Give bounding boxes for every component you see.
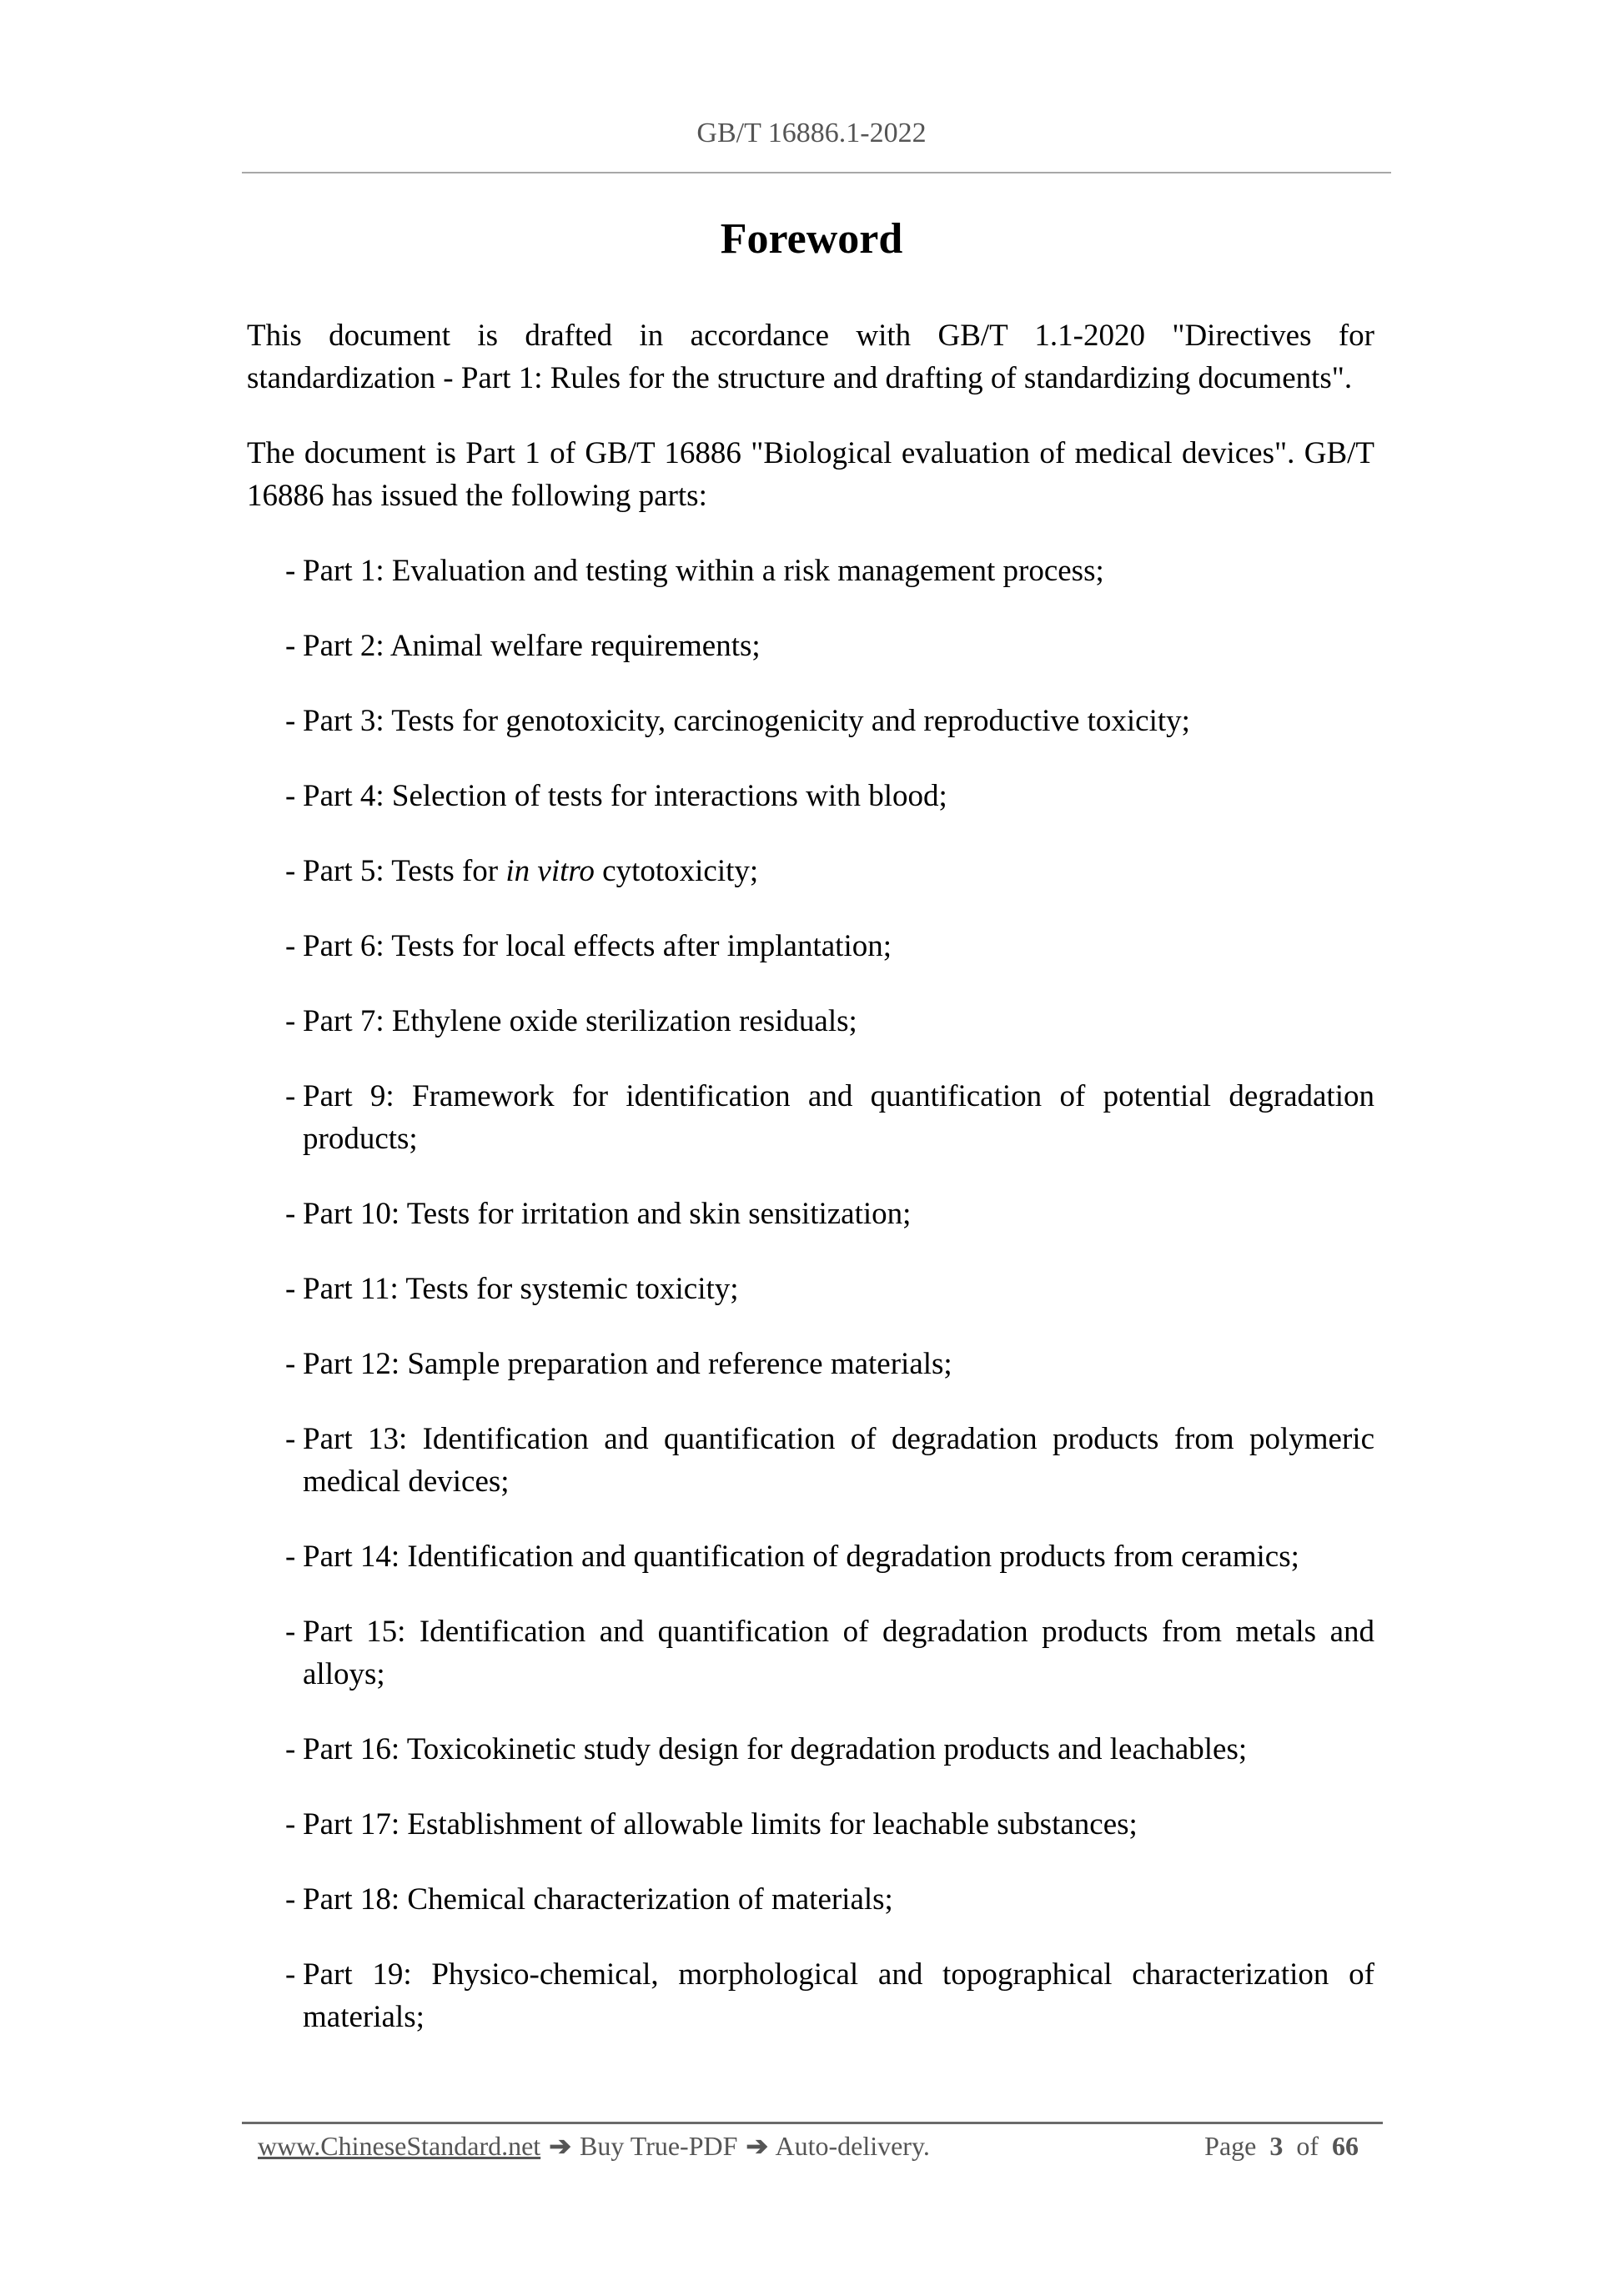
list-item-part-16 bbox=[247, 1728, 1374, 1771]
arrow-right-icon: ➔ bbox=[746, 2131, 769, 2161]
list-item-text: Part 12: Sample preparation and reference materials; bbox=[303, 1347, 952, 1381]
intro-paragraph-drafting: This document is drafted in accordance with GB/T 1.1-2020 "Directives for standardization - Part 1: Rules for the structure and drafting of standardizing documents". bbox=[247, 319, 1374, 395]
list-dash: - bbox=[285, 554, 296, 588]
footer-promo bbox=[258, 2129, 930, 2163]
list-item-text: Part 11: Tests for systemic toxicity; bbox=[303, 1272, 739, 1306]
list-dash: - bbox=[285, 1807, 296, 1841]
page-label: Page bbox=[1204, 2131, 1257, 2161]
list-item-text: Part 9: Framework for identification and quantification of potential degradation products; bbox=[303, 1079, 1374, 1156]
list-item-text: Part 15: Identification and quantification of degradation products from metals and alloys; bbox=[303, 1615, 1374, 1691]
document-number-header: GB/T 16886.1-2022 bbox=[696, 118, 927, 148]
list-dash: - bbox=[285, 1882, 296, 1917]
list-item-part-6 bbox=[247, 925, 1374, 967]
list-item-text: Part 13: Identification and quantification of degradation products from polymeric medical devices; bbox=[303, 1422, 1374, 1499]
list-dash: - bbox=[285, 1079, 296, 1113]
list-item-part-9 bbox=[247, 1075, 1374, 1160]
list-item-part-19 bbox=[247, 1953, 1374, 2038]
list-item-text: Part 3: Tests for genotoxicity, carcinogenicity and reproductive toxicity; bbox=[303, 704, 1190, 738]
list-dash: - bbox=[285, 1615, 296, 1649]
list-item-part-12 bbox=[247, 1343, 1374, 1385]
page-total: 66 bbox=[1332, 2131, 1359, 2161]
list-item-text: Part 17: Establishment of allowable limits for leachable substances; bbox=[303, 1807, 1138, 1841]
footer-step-delivery: Auto-delivery. bbox=[775, 2131, 930, 2161]
list-item-part-10 bbox=[247, 1193, 1374, 1235]
list-item-part-1 bbox=[247, 550, 1374, 592]
intro-paragraph-parts: The document is Part 1 of GB/T 16886 "Biological evaluation of medical devices". GB/T 16886 has issued the following parts: bbox=[247, 436, 1374, 513]
list-dash: - bbox=[285, 1272, 296, 1306]
list-dash: - bbox=[285, 1957, 296, 1992]
list-item-text: Part 6: Tests for local effects after implantation; bbox=[303, 929, 892, 963]
list-item-text: Part 1: Evaluation and testing within a risk management process; bbox=[303, 554, 1104, 588]
list-item-text: Part 19: Physico-chemical, morphological and topographical characterization of materials; bbox=[303, 1957, 1374, 2034]
website-link[interactable]: www.ChineseStandard.net bbox=[258, 2131, 541, 2161]
footer-divider bbox=[242, 2122, 1383, 2124]
list-item-text: Part 7: Ethylene oxide sterilization residuals; bbox=[303, 1004, 857, 1038]
footer-step-buy: Buy True-PDF bbox=[580, 2131, 738, 2161]
list-item-part-3 bbox=[247, 700, 1374, 742]
list-item-text: Part 14: Identification and quantification of degradation products from ceramics; bbox=[303, 1540, 1299, 1574]
list-item-part-13 bbox=[247, 1418, 1374, 1503]
arrow-right-icon: ➔ bbox=[549, 2131, 571, 2161]
list-item-text: Part 5: Tests for bbox=[303, 854, 506, 888]
page-title: Foreword bbox=[720, 215, 903, 263]
list-item-text: Part 18: Chemical characterization of materials; bbox=[303, 1882, 893, 1917]
list-item-part-17 bbox=[247, 1803, 1374, 1846]
page-of-label: of bbox=[1296, 2131, 1319, 2161]
list-item-text: Part 4: Selection of tests for interactions with blood; bbox=[303, 779, 947, 813]
list-item-part-5 bbox=[247, 850, 1374, 892]
list-item-text: cytotoxicity; bbox=[594, 854, 759, 888]
list-dash: - bbox=[285, 1004, 296, 1038]
list-dash: - bbox=[285, 629, 296, 663]
list-dash: - bbox=[285, 1540, 296, 1574]
list-dash: - bbox=[285, 704, 296, 738]
list-item-part-14 bbox=[247, 1535, 1374, 1578]
document-body bbox=[247, 314, 1374, 2071]
page-indicator bbox=[1204, 2129, 1359, 2163]
list-item-text: Part 10: Tests for irritation and skin sensitization; bbox=[303, 1197, 912, 1231]
page-footer bbox=[258, 2129, 1359, 2163]
list-item-text: Part 2: Animal welfare requirements; bbox=[303, 629, 761, 663]
list-item-part-7 bbox=[247, 1000, 1374, 1042]
list-dash: - bbox=[285, 854, 296, 888]
list-dash: - bbox=[285, 779, 296, 813]
list-item-italic-term: in vitro bbox=[505, 854, 595, 888]
page-current: 3 bbox=[1269, 2131, 1284, 2161]
list-dash: - bbox=[285, 1197, 296, 1231]
list-item-part-4 bbox=[247, 775, 1374, 817]
list-dash: - bbox=[285, 1732, 296, 1766]
list-dash: - bbox=[285, 929, 296, 963]
parts-list bbox=[247, 550, 1374, 2038]
list-item-part-11 bbox=[247, 1268, 1374, 1310]
list-dash: - bbox=[285, 1422, 296, 1456]
list-item-part-2 bbox=[247, 625, 1374, 667]
list-item-text: Part 16: Toxicokinetic study design for degradation products and leachables; bbox=[303, 1732, 1248, 1766]
list-item-part-18 bbox=[247, 1878, 1374, 1921]
header-divider bbox=[242, 172, 1391, 173]
list-item-part-15 bbox=[247, 1610, 1374, 1696]
list-dash: - bbox=[285, 1347, 296, 1381]
